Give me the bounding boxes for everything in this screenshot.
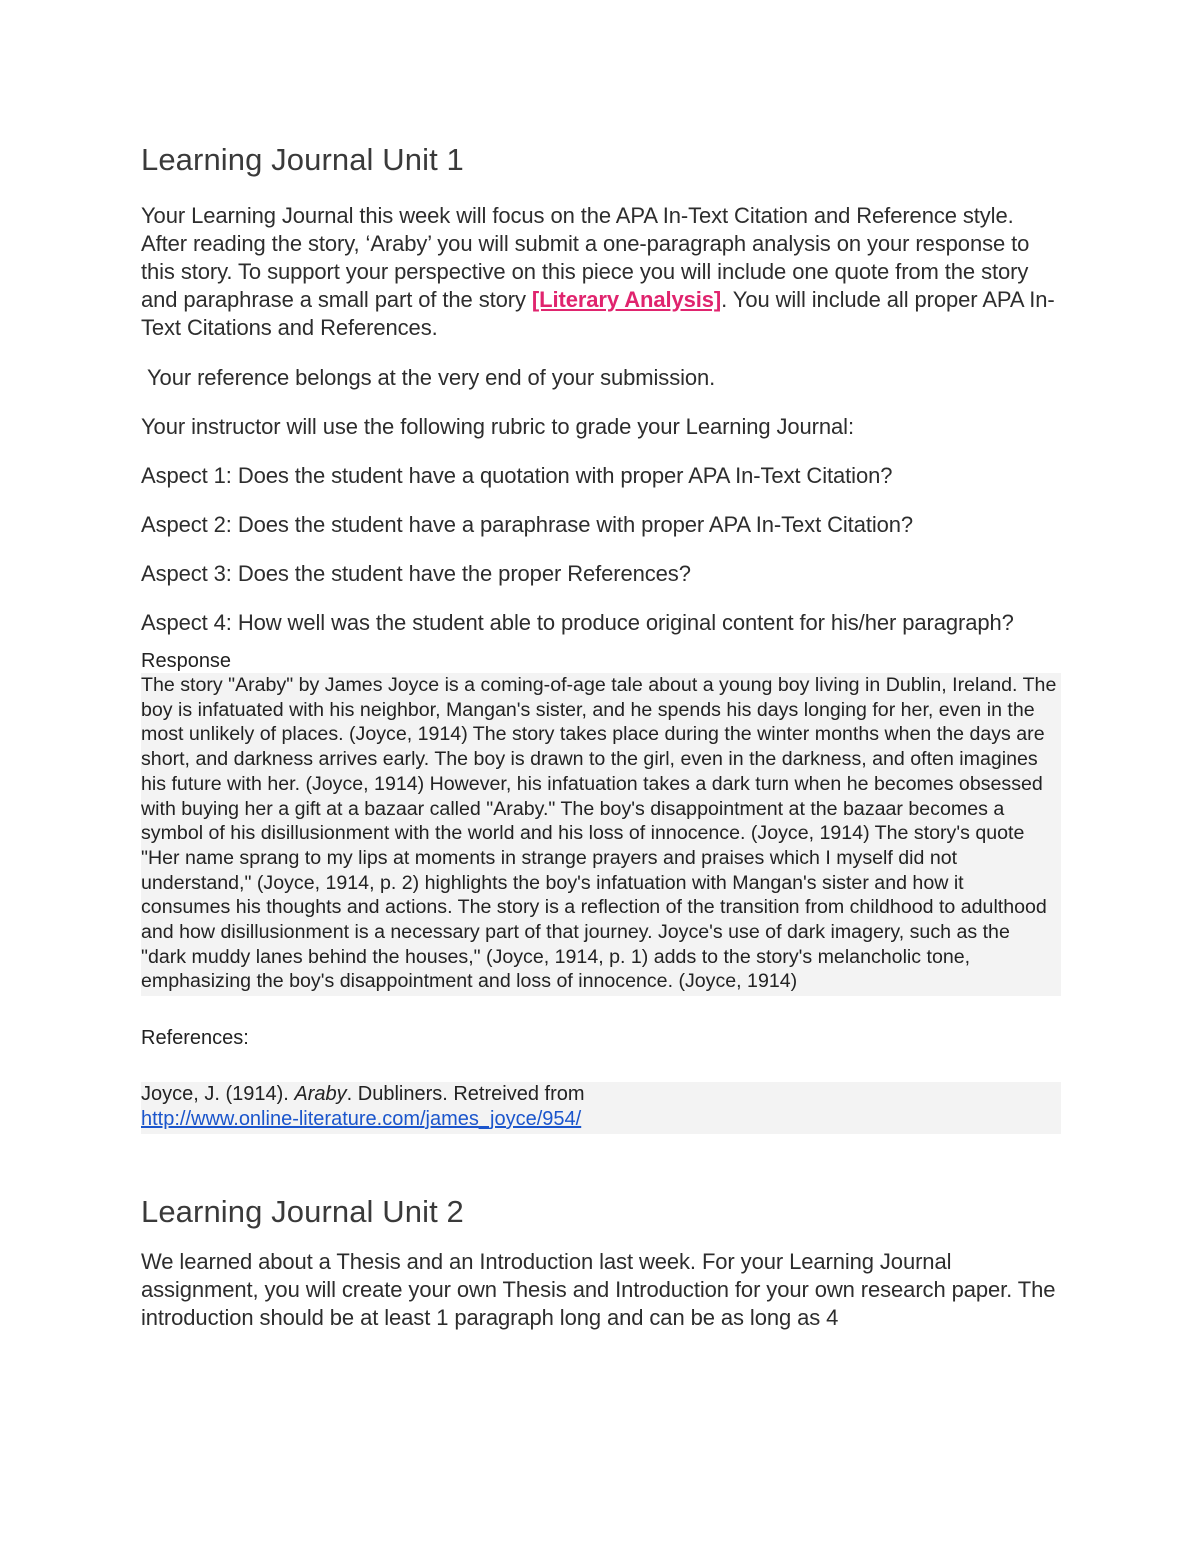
rubric-aspect-4: Aspect 4: How well was the student able to produce original content for his/her paragraph? bbox=[141, 610, 1014, 635]
unit2-intro: We learned about a Thesis and an Introduction last week. For your Learning Journal assignment, you will create your own Thesis and Introduction for your own research paper. The introduction should be at least 1 paragraph long and can be as long as 4 bbox=[141, 1249, 1056, 1331]
response-label: Response bbox=[141, 650, 232, 672]
response-text: The story "Araby" by James Joyce is a coming-of-age tale about a young boy living in Dublin, Ireland. The boy is infatuated with his neighbor, Mangan's sister, and he spends his days longing for her, even in the most unlikely of places. (Joyce, 1914) The story takes place during the winter months when the days are short, and darkness arrives early. The boy is drawn to the girl, even in the darkness, and often imagines his future with her. (Joyce, 1914) However, his infatuation takes a dark turn when he becomes obsessed with buying her a gift at a bazaar called "Araby." The boy's disappointment at the bazaar becomes a symbol of his disillusionment with the world and his loss of innocence. (Joyce, 1914) The story's quote "Her name sprang to my lips at moments in strange prayers and praises which I myself did not understand," (Joyce, 1914, p. 2) highlights the boy's infatuation with Mangan's sister and how it consumes his thoughts and actions. The story is a reflection of the transition from childhood to adulthood and how disillusionment is a necessary part of that journey. Joyce's use of dark imagery, such as the "dark muddy lanes behind the houses," (Joyce, 1914, p. 1) adds to the story's melancholic tone, emphasizing the boy's disappointment and loss of innocence. (Joyce, 1914) bbox=[141, 673, 1061, 996]
reference-title: Araby bbox=[294, 1083, 347, 1106]
reference-entry bbox=[141, 1082, 1061, 1134]
unit1-intro-text-a: Your Learning Journal this week will focus on the APA In-Text Citation and Reference style. After reading the story, ‘Araby’ you will submit a one-paragraph analysis on your response to this story. To support your perspective on this piece you will include one quote from the story and paraphrase a small part of the story bbox=[141, 203, 1030, 312]
unit1-intro bbox=[141, 202, 1061, 342]
literary-analysis-link[interactable]: [Literary Analysis] bbox=[531, 287, 722, 312]
reference-author-year: Joyce, J. (1914). bbox=[141, 1083, 295, 1106]
references-label: References: bbox=[141, 1027, 249, 1050]
rubric-aspect-1: Aspect 1: Does the student have a quotation with proper APA In-Text Citation? bbox=[141, 463, 893, 488]
reference-note: Your reference belongs at the very end of your submission. bbox=[147, 365, 716, 390]
reference-url-link[interactable]: http://www.online-literature.com/james_joyce/954/ bbox=[141, 1108, 582, 1131]
rubric-aspect-3: Aspect 3: Does the student have the proper References? bbox=[141, 561, 691, 586]
rubric-intro: Your instructor will use the following rubric to grade your Learning Journal: bbox=[141, 414, 854, 439]
unit2-title: Learning Journal Unit 2 bbox=[141, 1194, 464, 1230]
rubric-aspect-2: Aspect 2: Does the student have a paraphrase with proper APA In-Text Citation? bbox=[141, 512, 914, 537]
unit1-intro-text-b: . You will include all proper APA In-Text Citations and References. bbox=[141, 287, 1055, 340]
unit1-title: Learning Journal Unit 1 bbox=[141, 142, 464, 177]
document-page bbox=[141, 140, 1061, 1353]
reference-source: . Dubliners. Retreived from bbox=[346, 1083, 585, 1106]
